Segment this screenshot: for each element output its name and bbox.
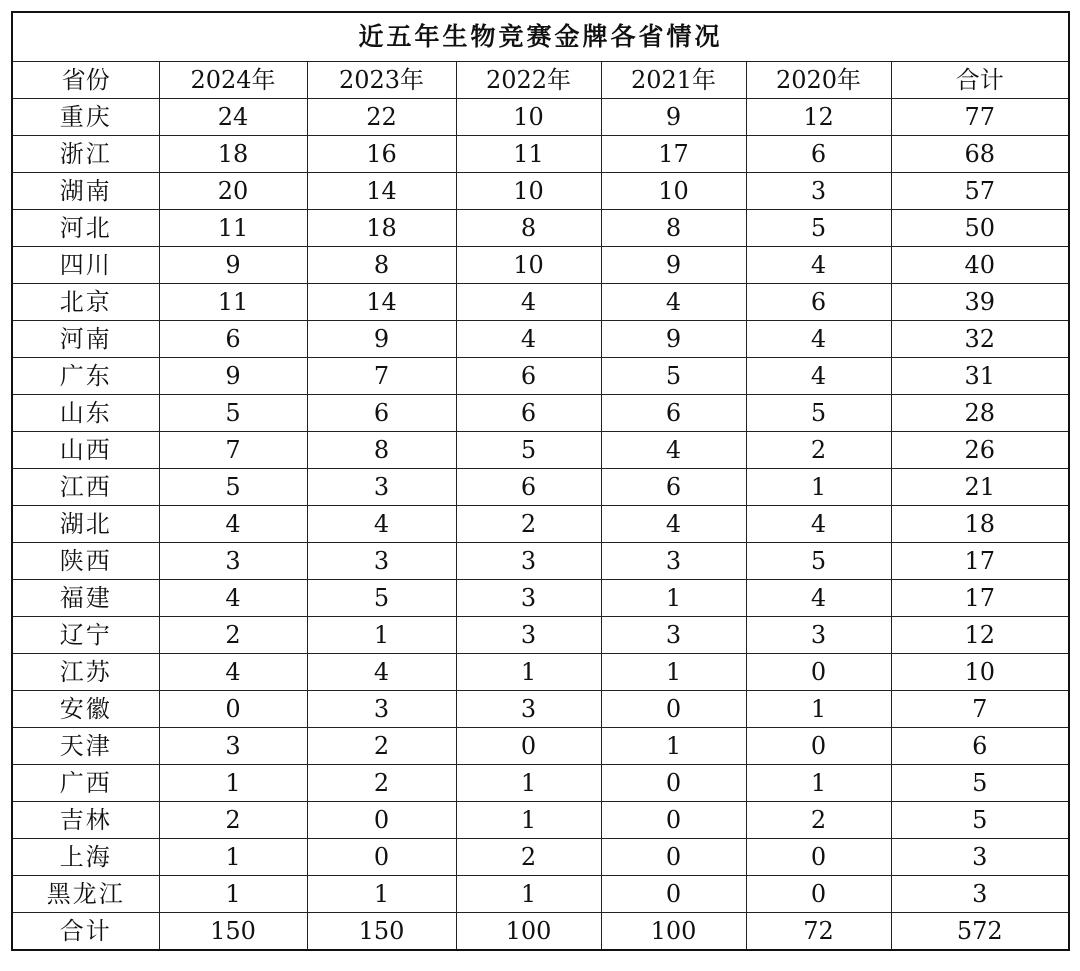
header-2024: 2024年: [159, 62, 307, 99]
cell-total: 6: [891, 728, 1069, 765]
cell-y2021: 17: [601, 136, 746, 173]
cell-y2021: 3: [601, 617, 746, 654]
cell-province: 黑龙江: [12, 876, 159, 913]
cell-y2022: 2: [456, 506, 601, 543]
cell-y2020: 12: [746, 99, 891, 136]
cell-y2024: 0: [159, 691, 307, 728]
cell-y2024: 9: [159, 358, 307, 395]
cell-y2023: 3: [307, 691, 456, 728]
cell-y2022: 6: [456, 395, 601, 432]
cell-y2024: 11: [159, 210, 307, 247]
cell-y2024: 9: [159, 247, 307, 284]
table-row: [12, 654, 1069, 691]
cell-y2024: 7: [159, 432, 307, 469]
cell-y2020: 6: [746, 136, 891, 173]
header-total: 合计: [891, 62, 1069, 99]
cell-province: 福建: [12, 580, 159, 617]
cell-province: 广西: [12, 765, 159, 802]
cell-y2020: 4: [746, 580, 891, 617]
cell-y2024: 20: [159, 173, 307, 210]
table-row: [12, 321, 1069, 358]
table-row: [12, 173, 1069, 210]
cell-total: 7: [891, 691, 1069, 728]
table-row: [12, 395, 1069, 432]
cell-y2024: 1: [159, 876, 307, 913]
cell-y2023: 2: [307, 765, 456, 802]
cell-total: 32: [891, 321, 1069, 358]
cell-y2023: 1: [307, 617, 456, 654]
cell-y2023: 4: [307, 506, 456, 543]
cell-y2021: 4: [601, 432, 746, 469]
cell-y2023: 0: [307, 839, 456, 876]
cell-y2020: 1: [746, 765, 891, 802]
medal-table: [11, 11, 1070, 951]
cell-total: 57: [891, 173, 1069, 210]
table-row: [12, 580, 1069, 617]
cell-y2023: 8: [307, 432, 456, 469]
cell-province: 浙江: [12, 136, 159, 173]
cell-y2021: 8: [601, 210, 746, 247]
cell-y2023: 3: [307, 543, 456, 580]
cell-y2022: 10: [456, 247, 601, 284]
cell-y2023: 6: [307, 395, 456, 432]
cell-province: 陕西: [12, 543, 159, 580]
cell-province: 山西: [12, 432, 159, 469]
cell-y2020: 4: [746, 506, 891, 543]
cell-y2022: 3: [456, 543, 601, 580]
total-cell-province: 合计: [12, 913, 159, 951]
cell-y2020: 3: [746, 617, 891, 654]
cell-y2021: 0: [601, 802, 746, 839]
cell-total: 31: [891, 358, 1069, 395]
cell-y2023: 2: [307, 728, 456, 765]
cell-total: 18: [891, 506, 1069, 543]
header-2021: 2021年: [601, 62, 746, 99]
cell-y2024: 1: [159, 839, 307, 876]
cell-total: 3: [891, 876, 1069, 913]
cell-y2021: 0: [601, 691, 746, 728]
total-cell-y2022: 100: [456, 913, 601, 951]
cell-y2024: 5: [159, 469, 307, 506]
cell-total: 77: [891, 99, 1069, 136]
cell-y2023: 5: [307, 580, 456, 617]
cell-province: 辽宁: [12, 617, 159, 654]
cell-total: 3: [891, 839, 1069, 876]
cell-y2021: 4: [601, 284, 746, 321]
table-title: 近五年生物竞赛金牌各省情况: [12, 12, 1069, 62]
cell-province: 湖北: [12, 506, 159, 543]
cell-total: 5: [891, 765, 1069, 802]
table-row: [12, 469, 1069, 506]
table-row: [12, 839, 1069, 876]
cell-y2022: 0: [456, 728, 601, 765]
cell-y2021: 1: [601, 728, 746, 765]
cell-total: 12: [891, 617, 1069, 654]
table-row: [12, 99, 1069, 136]
cell-y2022: 6: [456, 358, 601, 395]
cell-y2022: 11: [456, 136, 601, 173]
header-province: 省份: [12, 62, 159, 99]
cell-total: 17: [891, 543, 1069, 580]
cell-y2022: 1: [456, 876, 601, 913]
cell-y2022: 1: [456, 765, 601, 802]
total-row: [12, 913, 1069, 951]
cell-province: 河南: [12, 321, 159, 358]
cell-y2020: 2: [746, 802, 891, 839]
table-row: [12, 247, 1069, 284]
cell-province: 重庆: [12, 99, 159, 136]
cell-y2024: 2: [159, 617, 307, 654]
table-row: [12, 728, 1069, 765]
cell-y2022: 1: [456, 654, 601, 691]
cell-total: 68: [891, 136, 1069, 173]
table-row: [12, 802, 1069, 839]
cell-y2021: 1: [601, 654, 746, 691]
cell-y2020: 3: [746, 173, 891, 210]
total-cell-total: 572: [891, 913, 1069, 951]
cell-y2021: 9: [601, 99, 746, 136]
cell-province: 天津: [12, 728, 159, 765]
cell-y2023: 16: [307, 136, 456, 173]
cell-y2020: 5: [746, 543, 891, 580]
cell-y2022: 6: [456, 469, 601, 506]
cell-total: 50: [891, 210, 1069, 247]
cell-y2020: 5: [746, 395, 891, 432]
cell-y2024: 18: [159, 136, 307, 173]
cell-y2020: 5: [746, 210, 891, 247]
cell-y2023: 4: [307, 654, 456, 691]
cell-province: 上海: [12, 839, 159, 876]
cell-y2021: 0: [601, 765, 746, 802]
cell-province: 山东: [12, 395, 159, 432]
cell-province: 吉林: [12, 802, 159, 839]
cell-y2020: 1: [746, 469, 891, 506]
cell-y2022: 3: [456, 580, 601, 617]
cell-y2022: 10: [456, 173, 601, 210]
title-row: [12, 12, 1069, 62]
cell-total: 26: [891, 432, 1069, 469]
cell-y2021: 6: [601, 395, 746, 432]
cell-y2024: 3: [159, 543, 307, 580]
cell-total: 17: [891, 580, 1069, 617]
cell-y2021: 1: [601, 580, 746, 617]
cell-y2022: 3: [456, 617, 601, 654]
cell-y2023: 14: [307, 173, 456, 210]
cell-y2020: 4: [746, 247, 891, 284]
cell-y2023: 8: [307, 247, 456, 284]
cell-province: 广东: [12, 358, 159, 395]
cell-y2020: 2: [746, 432, 891, 469]
total-cell-y2023: 150: [307, 913, 456, 951]
cell-province: 安徽: [12, 691, 159, 728]
cell-y2021: 3: [601, 543, 746, 580]
cell-y2024: 24: [159, 99, 307, 136]
cell-province: 湖南: [12, 173, 159, 210]
cell-province: 北京: [12, 284, 159, 321]
total-cell-y2020: 72: [746, 913, 891, 951]
cell-y2024: 11: [159, 284, 307, 321]
cell-total: 39: [891, 284, 1069, 321]
cell-y2023: 1: [307, 876, 456, 913]
cell-province: 河北: [12, 210, 159, 247]
table-row: [12, 543, 1069, 580]
cell-y2020: 4: [746, 358, 891, 395]
table-row: [12, 876, 1069, 913]
cell-y2022: 4: [456, 321, 601, 358]
table-row: [12, 765, 1069, 802]
cell-y2022: 4: [456, 284, 601, 321]
cell-y2023: 22: [307, 99, 456, 136]
cell-y2023: 9: [307, 321, 456, 358]
header-2020: 2020年: [746, 62, 891, 99]
cell-province: 江苏: [12, 654, 159, 691]
header-row: [12, 62, 1069, 99]
cell-y2020: 1: [746, 691, 891, 728]
cell-y2020: 4: [746, 321, 891, 358]
table-row: [12, 617, 1069, 654]
cell-y2021: 5: [601, 358, 746, 395]
cell-y2024: 2: [159, 802, 307, 839]
table-row: [12, 691, 1069, 728]
cell-y2021: 0: [601, 876, 746, 913]
cell-y2024: 4: [159, 506, 307, 543]
table-row: [12, 210, 1069, 247]
cell-y2024: 6: [159, 321, 307, 358]
header-2023: 2023年: [307, 62, 456, 99]
cell-y2020: 6: [746, 284, 891, 321]
cell-total: 21: [891, 469, 1069, 506]
cell-y2023: 0: [307, 802, 456, 839]
cell-y2021: 10: [601, 173, 746, 210]
cell-y2021: 4: [601, 506, 746, 543]
cell-y2023: 3: [307, 469, 456, 506]
cell-y2021: 9: [601, 321, 746, 358]
table-row: [12, 358, 1069, 395]
cell-y2020: 0: [746, 728, 891, 765]
table-row: [12, 432, 1069, 469]
cell-y2024: 4: [159, 654, 307, 691]
cell-total: 28: [891, 395, 1069, 432]
cell-y2023: 14: [307, 284, 456, 321]
cell-y2021: 9: [601, 247, 746, 284]
total-cell-y2021: 100: [601, 913, 746, 951]
cell-y2023: 7: [307, 358, 456, 395]
cell-total: 5: [891, 802, 1069, 839]
cell-y2024: 1: [159, 765, 307, 802]
cell-province: 四川: [12, 247, 159, 284]
cell-y2022: 2: [456, 839, 601, 876]
cell-y2020: 0: [746, 654, 891, 691]
cell-y2023: 18: [307, 210, 456, 247]
cell-y2022: 8: [456, 210, 601, 247]
cell-province: 江西: [12, 469, 159, 506]
table-row: [12, 136, 1069, 173]
cell-y2022: 1: [456, 802, 601, 839]
cell-total: 10: [891, 654, 1069, 691]
cell-y2021: 0: [601, 839, 746, 876]
cell-y2022: 5: [456, 432, 601, 469]
cell-y2020: 0: [746, 839, 891, 876]
medal-table-sheet: [11, 11, 1068, 951]
total-cell-y2024: 150: [159, 913, 307, 951]
table-row: [12, 284, 1069, 321]
cell-y2022: 10: [456, 99, 601, 136]
cell-y2022: 3: [456, 691, 601, 728]
cell-total: 40: [891, 247, 1069, 284]
cell-y2020: 0: [746, 876, 891, 913]
cell-y2021: 6: [601, 469, 746, 506]
cell-y2024: 5: [159, 395, 307, 432]
cell-y2024: 4: [159, 580, 307, 617]
cell-y2024: 3: [159, 728, 307, 765]
table-row: [12, 506, 1069, 543]
header-2022: 2022年: [456, 62, 601, 99]
